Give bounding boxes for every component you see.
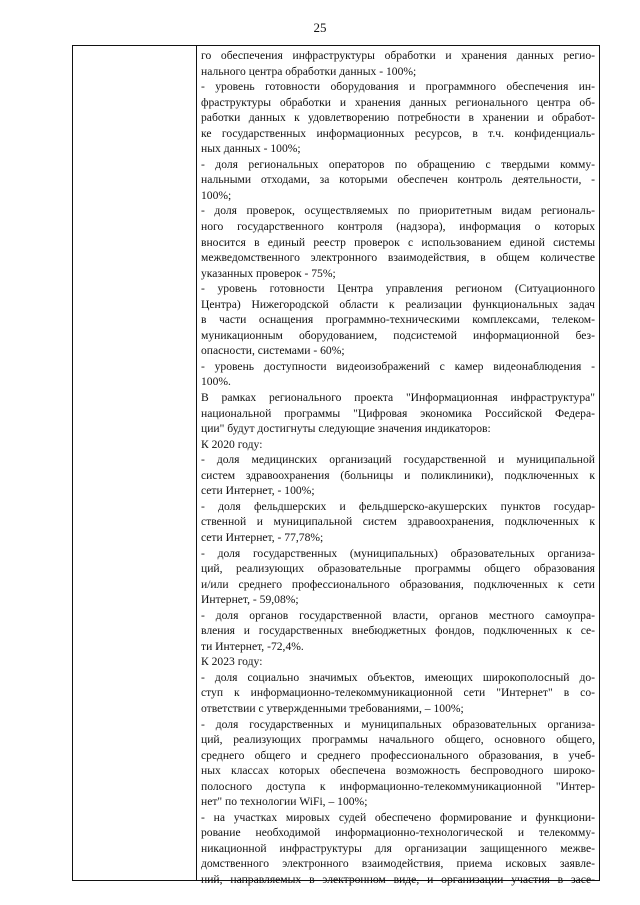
text-line: сети Интернет, - 100%; xyxy=(201,484,315,498)
text-line: 100%. xyxy=(201,375,231,389)
text-line: ции" будут достигнуты следующие значения индикаторов: xyxy=(201,422,491,436)
text-line: - доля проверок, осуществляемых по приоритетным видам региональ- xyxy=(201,204,595,218)
text-line: Интернет, - 59,08%; xyxy=(201,593,299,607)
text-line: и/или среднего профессионального образования, подключенных к сети xyxy=(201,577,595,591)
text-cell xyxy=(201,48,595,888)
text-line: вления и государственных внебюджетных фондов, подключенных к се- xyxy=(201,624,595,638)
text-line: - уровень готовности оборудования и программного обеспечения ин- xyxy=(201,80,595,94)
text-line: нальными отходами, за которыми обеспечен контроль деятельности, - xyxy=(201,173,595,187)
text-line: полосного доступа к информационно-телекоммуникационной "Интер- xyxy=(201,779,595,793)
text-line: национальной программы "Цифровая экономика Российской Федера- xyxy=(201,406,595,420)
text-line: ти Интернет, -72,4%. xyxy=(201,639,304,653)
text-line: - доля государственных (муниципальных) образовательных организа- xyxy=(201,546,595,560)
text-line: нального центра обработки данных - 100%; xyxy=(201,64,417,78)
text-line: межведомственного электронного взаимодействия, в общем количестве xyxy=(201,251,595,265)
text-line: - доля государственных и муниципальных образовательных организа- xyxy=(201,717,595,731)
text-line: нет" по технологии WiFi, – 100%; xyxy=(201,795,368,809)
column-divider xyxy=(196,46,197,880)
text-line: го обеспечения инфраструктуры обработки и хранения данных регио- xyxy=(201,49,595,62)
text-line: - на участках мировых судей обеспечено формирование и функциони- xyxy=(201,810,595,824)
text-line: систем здравоохранения (больницы и поликлиники), подключенных к xyxy=(201,468,595,482)
text-line: ке государственных информационных ресурсов, в т.ч. конфиденциаль- xyxy=(201,126,595,140)
text-line: В рамках регионального проекта "Информационная инфраструктура" xyxy=(201,391,595,405)
text-line: 100%; xyxy=(201,188,232,202)
text-line: ных классах которых обеспечена возможность беспроводного широко- xyxy=(201,764,595,778)
text-line: - доля фельдшерских и фельдшерско-акушерских пунктов государ- xyxy=(201,499,595,513)
text-line: никационной инфраструктуры для организации защищенного межве- xyxy=(201,841,595,855)
text-line: К 2020 году: xyxy=(201,437,263,451)
text-line: в части оснащения программно-техническими комплексами, телеком- xyxy=(201,313,595,327)
text-line: ных данных - 100%; xyxy=(201,142,301,156)
text-line: ций, реализующих программы начального общего, основного общего, xyxy=(201,733,595,747)
text-line: ного государственного контроля (надзора), информация о которых xyxy=(201,220,595,234)
text-line: Центра) Нижегородской области к реализации функциональных задач xyxy=(201,297,595,311)
page-number: 25 xyxy=(313,20,327,35)
text-line: К 2023 году: xyxy=(201,655,263,669)
text-line: указанных проверок - 75%; xyxy=(201,266,336,280)
text-line: - доля социально значимых объектов, имеющих широкополосный до- xyxy=(201,670,595,684)
text-line: домственного электронного взаимодействия, приема исковых заявле- xyxy=(201,857,595,871)
text-line: - уровень готовности Центра управления регионом (Ситуационного xyxy=(201,282,595,296)
text-line: среднего общего и среднего профессионального образования, в учеб- xyxy=(201,748,595,762)
text-line: фраструктуры обработки и хранения данных регионального центра об- xyxy=(201,95,595,109)
text-line: опасности, системами - 60%; xyxy=(201,344,345,358)
text-line: ственной и муниципальной систем здравоохранения, подключенных к xyxy=(201,515,595,529)
text-line: - уровень доступности видеоизображений с камер видеонаблюдения - xyxy=(201,359,595,373)
document-table xyxy=(72,45,600,886)
text-line: работки данных к удовлетворению потребности в хранении и обработ- xyxy=(201,111,595,125)
text-line: - доля региональных операторов по обращению с твердыми комму- xyxy=(201,157,595,171)
text-line: - доля медицинских организаций государственной и муниципальной xyxy=(201,453,595,467)
text-line: - доля органов государственной власти, органов местного самоупра- xyxy=(201,608,595,622)
text-line: ответствии с утвержденными требованиями, – 100%; xyxy=(201,701,464,715)
text-line: сети Интернет, - 77,78%; xyxy=(201,530,324,544)
text-line: вносится в единый реестр проверок с использованием единой системы xyxy=(201,235,595,249)
text-line: муникационным оборудованием, подсистемой информационной без- xyxy=(201,328,595,342)
text-line: ний, направляемых в электронном виде, и организации участия в засе- xyxy=(201,872,595,886)
text-line: рование необходимой информационно-технологической и телекомму- xyxy=(201,826,595,840)
text-line: ступ к информационно-телекоммуникационной сети "Интернет" в со- xyxy=(201,686,595,700)
text-line: ций, реализующих образовательные программы общего образования xyxy=(201,562,595,576)
